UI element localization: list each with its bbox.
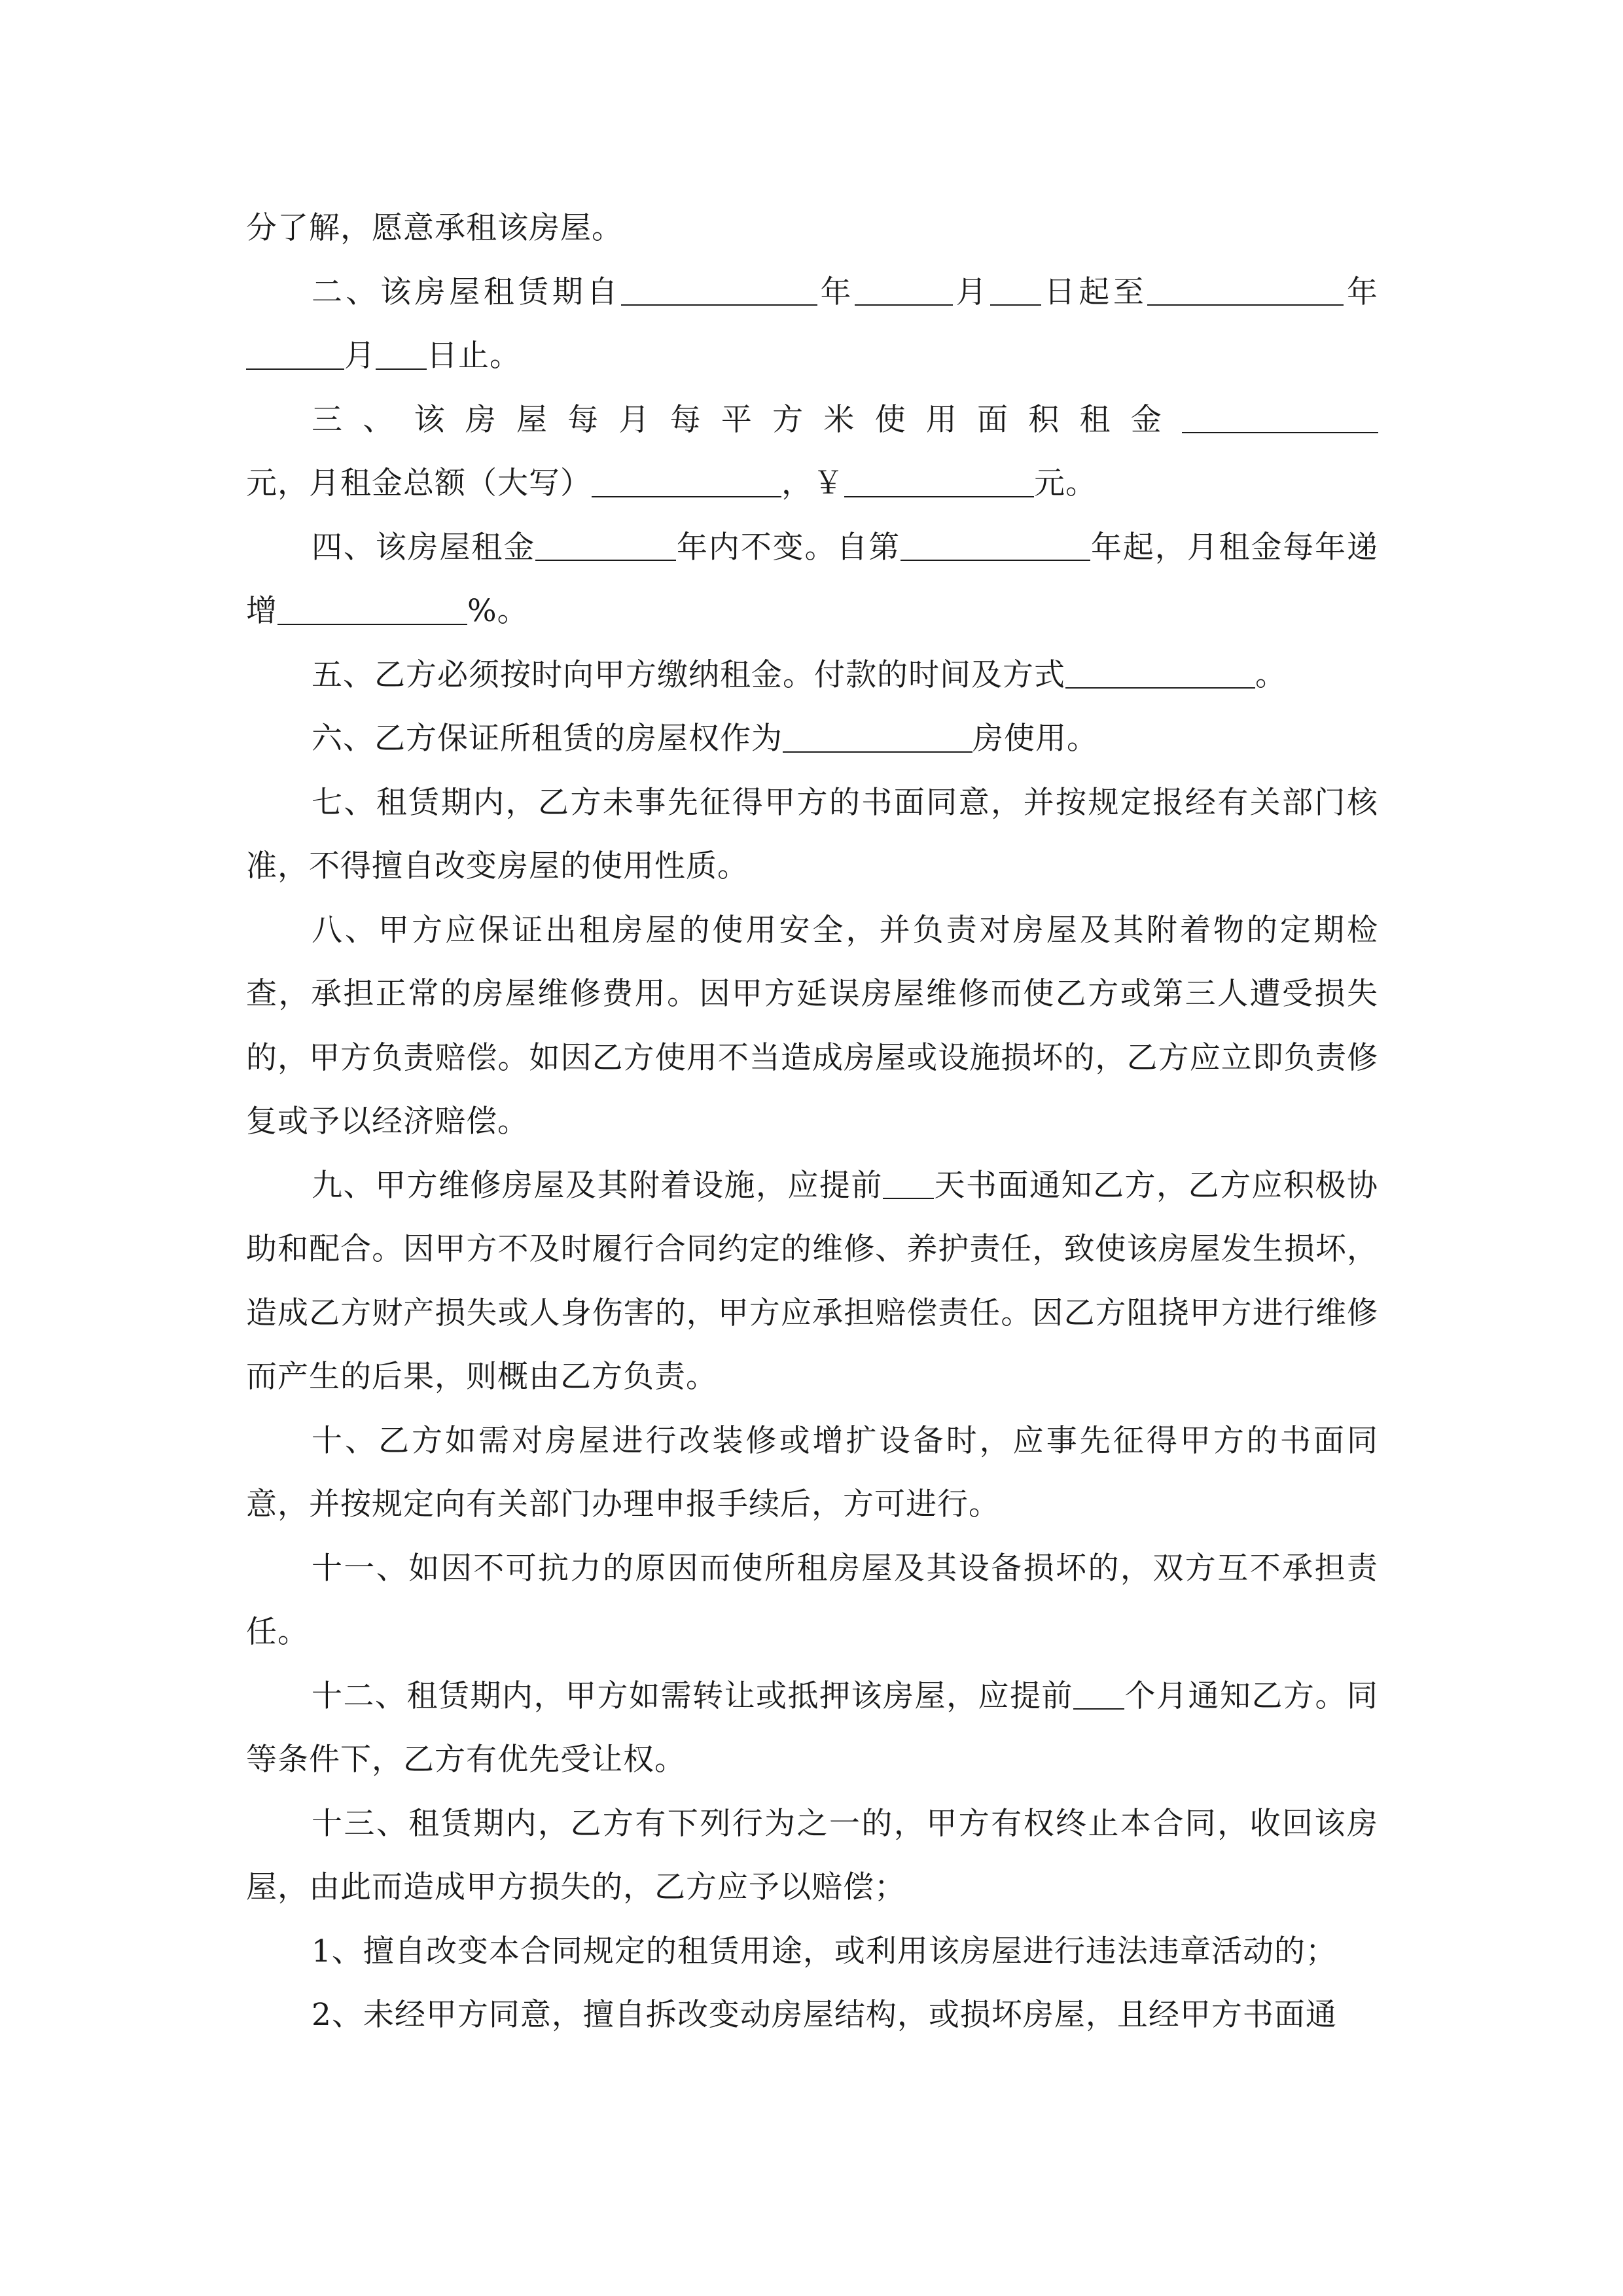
blank-payment-method[interactable]	[1065, 656, 1255, 689]
clause-12-transfer-notice: 十二、租赁期内，甲方如需转让或抵押该房屋，应提前 个月通知乙方。同等条件下，乙方有优先受让权。	[246, 1677, 1378, 1778]
clause-6-usage: 六、乙方保证所租赁的房屋权作为 房使用。	[312, 721, 1098, 757]
clause-13-item-2: 2、未经甲方同意，擅自拆改变动房屋结构，或损坏房屋，且经甲方书面通	[312, 1997, 1337, 2033]
blank-fixed-years[interactable]	[535, 529, 676, 561]
blank-notice-days[interactable]	[883, 1167, 934, 1199]
clause-3-rent: 三、该房屋每月每平方米使用面积租金元，月租金总额（大写） ，￥ 元。	[246, 388, 1378, 516]
clause-11: 十一、如因不可抗力的原因而使所租房屋及其设备损坏的，双方互不承担责任。	[246, 1550, 1378, 1650]
blank-rent-total-words[interactable]	[592, 465, 781, 497]
clause-5-payment: 五、乙方必须按时向甲方缴纳租金。付款的时间及方式 。	[312, 656, 1287, 693]
blank-rent-total-amount[interactable]	[844, 465, 1034, 497]
blank-usage-type[interactable]	[783, 721, 972, 753]
clause-9-maintenance-notice: 九、甲方维修房屋及其附着设施，应提前 天书面通知乙方，乙方应积极协助和配合。因甲方不及时履行合同约定的维修、养护责任，致使该房屋发生损坏，造成乙方财产损失或人身伤害的，甲方应承担赔偿责任。因乙方阻挠甲方进行维修而产生的后果，则概由乙方负责。	[246, 1167, 1378, 1395]
blank-start-year[interactable]	[621, 274, 817, 306]
clause-13: 十三、租赁期内，乙方有下列行为之一的，甲方有权终止本合同，收回该房屋，由此而造成甲方损失的，乙方应予以赔偿；	[246, 1805, 1378, 1905]
blank-notice-months[interactable]	[1073, 1677, 1124, 1710]
blank-increase-percent[interactable]	[277, 593, 467, 625]
blank-end-day[interactable]	[376, 338, 427, 370]
blank-start-month[interactable]	[855, 274, 953, 306]
contract-body	[246, 196, 1378, 2047]
blank-rent-per-sqm[interactable]	[1182, 401, 1378, 433]
blank-increase-start-year[interactable]	[901, 529, 1090, 561]
clause-13-item-1: 1、擅自改变本合同规定的租赁用途，或利用该房屋进行违法违章活动的；	[312, 1933, 1337, 1969]
paragraph-continuation: 分了解，愿意承租该房屋。	[246, 210, 623, 246]
clause-4-rent-change: 四、该房屋租金 年内不变。自第 年起，月租金每年递增 %。	[246, 529, 1378, 629]
blank-end-year[interactable]	[1147, 274, 1344, 306]
blank-start-day[interactable]	[990, 274, 1041, 306]
clause-2-lease-term: 二、该房屋租赁期自 年 月 日起至 年月 日止。	[246, 260, 1378, 388]
clause-8: 八、甲方应保证出租房屋的使用安全，并负责对房屋及其附着物的定期检查，承担正常的房屋维修费用。因甲方延误房屋维修而使乙方或第三人遭受损失的，甲方负责赔偿。如因乙方使用不当造成房屋或设施损坏的，乙方应立即负责修复或予以经济赔偿。	[246, 912, 1378, 1139]
clause-7: 七、租赁期内，乙方未事先征得甲方的书面同意，并按规定报经有关部门核准，不得擅自改变房屋的使用性质。	[246, 784, 1378, 884]
clause-10: 十、乙方如需对房屋进行改装修或增扩设备时，应事先征得甲方的书面同意，并按规定向有关部门办理申报手续后，方可进行。	[246, 1422, 1378, 1522]
blank-end-month[interactable]	[246, 338, 344, 370]
